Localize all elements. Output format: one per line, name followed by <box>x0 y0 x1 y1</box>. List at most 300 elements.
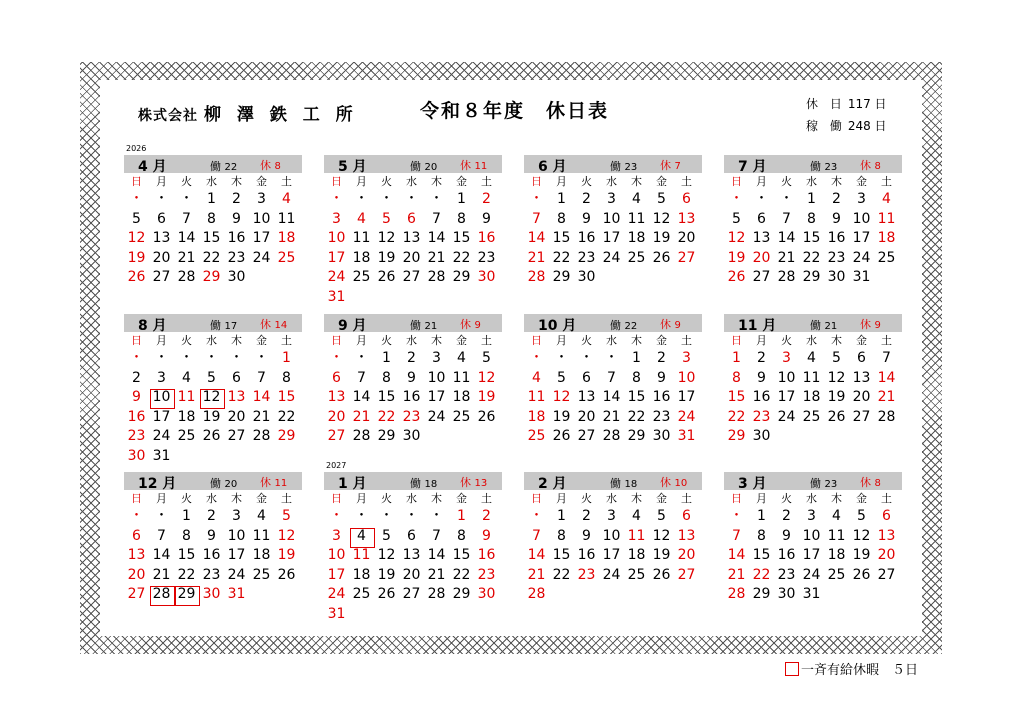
day-cell: 29 <box>627 428 646 444</box>
workdays-value: 248 日 <box>847 119 887 133</box>
day-cell: 24 <box>327 269 346 285</box>
day-cell: ・ <box>529 508 544 524</box>
week-row <box>124 566 302 586</box>
day-cell: 6 <box>757 210 766 227</box>
week-row <box>524 388 702 408</box>
day-cell: 15 <box>802 230 821 246</box>
day-cell: 6 <box>332 369 341 386</box>
paid-leave-day: 10 <box>149 388 174 408</box>
day-cell: 11 <box>527 389 546 405</box>
day-cell: 13 <box>227 389 246 405</box>
day-cell: 27 <box>402 586 421 602</box>
day-cell: 18 <box>452 389 471 405</box>
day-cell: 7 <box>257 369 266 386</box>
day-cell: 20 <box>577 408 596 425</box>
off-label: 休 <box>860 318 871 331</box>
day-cell: 18 <box>352 249 371 266</box>
off-days <box>860 474 881 490</box>
off-label: 休 <box>260 159 271 172</box>
day-cell: 7 <box>782 210 791 227</box>
weekday-label: 土 <box>281 175 292 188</box>
day-cell: 12 <box>127 230 146 246</box>
day-cell: 21 <box>527 566 546 583</box>
month-grid <box>524 173 702 288</box>
day-cell: 26 <box>652 249 671 266</box>
day-cell: 1 <box>207 191 216 207</box>
work-label: 働 <box>610 477 621 490</box>
work-days <box>810 158 837 174</box>
week-row <box>524 190 702 210</box>
day-cell: 20 <box>752 249 771 266</box>
paid-leave-day: 4 <box>349 527 374 547</box>
day-cell: 29 <box>802 269 821 285</box>
day-cell: 19 <box>202 408 221 425</box>
month-name: 1 月 <box>338 476 367 492</box>
day-cell: 16 <box>477 230 496 246</box>
weekday-label: 日 <box>531 334 542 347</box>
day-cell: ・ <box>729 508 744 524</box>
weekday-row <box>524 490 702 507</box>
day-cell: 18 <box>277 230 296 246</box>
day-cell: 24 <box>602 566 621 583</box>
day-cell: 4 <box>457 350 466 366</box>
day-cell: 30 <box>227 269 246 285</box>
day-cell: 6 <box>857 350 866 366</box>
day-cell: 2 <box>832 191 841 207</box>
off-label: 休 <box>860 159 871 172</box>
day-cell: 26 <box>202 428 221 444</box>
day-cell: 24 <box>152 428 171 444</box>
week-row <box>524 546 702 566</box>
day-cell: 6 <box>407 527 416 544</box>
work-days <box>810 475 837 491</box>
weekday-label: 日 <box>731 492 742 505</box>
day-cell: 13 <box>752 230 771 246</box>
week-row <box>724 507 902 527</box>
weekday-row <box>724 490 902 507</box>
day-cell: 3 <box>857 191 866 207</box>
day-cell: 29 <box>552 269 571 285</box>
week-row <box>524 369 702 389</box>
day-cell: 20 <box>677 230 696 246</box>
day-cell: 2 <box>582 508 591 524</box>
weekday-label: 水 <box>206 334 217 347</box>
weekday-label: 日 <box>131 334 142 347</box>
weekday-label: 土 <box>881 334 892 347</box>
day-cell: ・ <box>254 350 269 366</box>
month-grid <box>124 173 302 288</box>
day-cell: 19 <box>652 547 671 563</box>
month-header <box>324 314 502 332</box>
weekday-label: 月 <box>556 334 567 347</box>
day-cell: 21 <box>427 249 446 266</box>
day-cell: 22 <box>552 249 571 266</box>
weekday-label: 水 <box>606 492 617 505</box>
weekday-label: 金 <box>456 334 467 347</box>
off-label: 休 <box>460 159 471 172</box>
day-cell: 7 <box>182 210 191 227</box>
off-count: 9 <box>874 320 881 331</box>
day-cell: 22 <box>752 566 771 583</box>
day-cell: 28 <box>727 586 746 602</box>
day-cell: 15 <box>377 389 396 405</box>
month-name: 6 月 <box>538 159 567 175</box>
weekday-label: 金 <box>856 492 867 505</box>
week-row <box>124 229 302 249</box>
day-cell: 31 <box>327 288 346 305</box>
day-cell: 9 <box>832 210 841 227</box>
day-cell: 22 <box>377 408 396 425</box>
weekday-label: 土 <box>881 492 892 505</box>
day-cell: 10 <box>327 547 346 563</box>
day-cell: 11 <box>802 369 821 386</box>
work-label: 働 <box>210 319 221 332</box>
work-label: 働 <box>810 319 821 332</box>
day-cell: 3 <box>807 508 816 524</box>
day-cell: 5 <box>557 369 566 386</box>
week-row <box>124 388 302 408</box>
off-count: 11 <box>274 478 288 489</box>
day-cell: 10 <box>427 369 446 386</box>
day-cell: 21 <box>727 566 746 583</box>
day-cell: 4 <box>182 369 191 386</box>
day-cell: 7 <box>432 210 441 227</box>
day-cell: 23 <box>477 249 496 266</box>
week-row <box>124 369 302 389</box>
day-cell: 5 <box>657 191 666 207</box>
weekday-label: 金 <box>256 334 267 347</box>
weekday-label: 土 <box>481 334 492 347</box>
week-row <box>324 369 502 389</box>
day-cell: 9 <box>407 369 416 386</box>
holidays-value: 117 日 <box>847 97 887 111</box>
day-cell: 14 <box>427 230 446 246</box>
day-cell: 10 <box>327 230 346 246</box>
day-cell: 1 <box>557 508 566 524</box>
day-cell: 17 <box>252 230 271 246</box>
day-cell: 1 <box>182 508 191 524</box>
day-cell: 11 <box>352 547 371 563</box>
week-row <box>324 190 502 210</box>
day-cell: 8 <box>282 369 291 386</box>
day-cell: 16 <box>752 389 771 405</box>
day-cell: 12 <box>477 369 496 386</box>
weekday-label: 火 <box>181 492 192 505</box>
month-block <box>324 472 502 624</box>
week-row <box>724 210 902 230</box>
day-cell: ・ <box>154 191 169 207</box>
day-cell: ・ <box>329 191 344 207</box>
day-cell: 25 <box>252 566 271 583</box>
day-cell: 31 <box>152 447 171 464</box>
day-cell: 6 <box>157 210 166 227</box>
day-cell: 9 <box>782 527 791 544</box>
day-cell: ・ <box>129 350 144 366</box>
weekday-label: 火 <box>381 334 392 347</box>
day-cell: 11 <box>452 369 471 386</box>
weekday-label: 水 <box>206 175 217 188</box>
month-grid <box>324 332 502 447</box>
day-cell: 2 <box>482 508 491 524</box>
day-cell: 8 <box>207 210 216 227</box>
day-cell: 20 <box>402 566 421 583</box>
week-row <box>724 546 902 566</box>
day-cell: 18 <box>352 566 371 583</box>
day-cell: 3 <box>607 508 616 524</box>
day-cell: 21 <box>877 389 896 405</box>
day-cell: 22 <box>277 408 296 425</box>
day-cell: 18 <box>877 230 896 246</box>
day-cell: 28 <box>602 428 621 444</box>
paid-leave-day: 28 <box>149 585 174 605</box>
day-cell: 20 <box>327 408 346 425</box>
day-cell: ・ <box>429 508 444 524</box>
month-grid <box>324 173 502 307</box>
day-cell: 21 <box>252 408 271 425</box>
weekday-row <box>124 173 302 190</box>
day-cell: 2 <box>407 350 416 366</box>
day-cell: 23 <box>777 566 796 583</box>
day-cell: 3 <box>257 191 266 207</box>
day-cell: 10 <box>252 210 271 227</box>
day-cell: 1 <box>557 191 566 207</box>
day-cell: 28 <box>527 269 546 285</box>
day-cell: 30 <box>577 269 596 285</box>
weekday-label: 土 <box>681 334 692 347</box>
day-cell: 9 <box>582 527 591 544</box>
summary-box <box>806 93 887 137</box>
day-cell: 9 <box>482 527 491 544</box>
day-cell: 5 <box>382 210 391 227</box>
day-cell: 3 <box>232 508 241 524</box>
day-cell: 12 <box>552 389 571 405</box>
weekday-label: 日 <box>731 175 742 188</box>
day-cell: 25 <box>277 249 296 266</box>
weekday-label: 金 <box>456 175 467 188</box>
day-cell: ・ <box>379 191 394 207</box>
month-header <box>524 155 702 173</box>
work-label: 働 <box>810 160 821 173</box>
day-cell: 18 <box>627 547 646 563</box>
week-row <box>324 249 502 269</box>
work-label: 働 <box>410 477 421 490</box>
day-cell: 21 <box>602 408 621 425</box>
month-header <box>524 472 702 490</box>
day-cell: 12 <box>727 230 746 246</box>
day-cell: ・ <box>779 191 794 207</box>
week-row <box>124 349 302 369</box>
day-cell: 23 <box>202 566 221 583</box>
day-cell: 23 <box>577 566 596 583</box>
day-cell: 1 <box>732 350 741 366</box>
weekday-label: 日 <box>531 175 542 188</box>
day-cell: 25 <box>527 428 546 444</box>
day-cell: 25 <box>352 586 371 602</box>
work-days <box>410 475 437 491</box>
day-cell: 6 <box>682 191 691 207</box>
week-row <box>324 605 502 625</box>
day-cell: 31 <box>227 586 246 602</box>
day-cell: 26 <box>727 269 746 285</box>
weekday-label: 日 <box>331 492 342 505</box>
day-cell: ・ <box>354 191 369 207</box>
day-cell: 7 <box>732 527 741 544</box>
day-cell: 19 <box>852 547 871 563</box>
day-cell: 24 <box>802 566 821 583</box>
day-cell: 23 <box>227 249 246 266</box>
day-cell: 25 <box>877 249 896 266</box>
weekday-label: 水 <box>606 334 617 347</box>
day-cell: 16 <box>402 389 421 405</box>
week-row <box>324 427 502 447</box>
day-cell: 25 <box>802 408 821 425</box>
week-row <box>724 388 902 408</box>
day-cell: 13 <box>402 230 421 246</box>
day-cell: 15 <box>202 230 221 246</box>
day-cell: 17 <box>602 547 621 563</box>
day-cell: ・ <box>754 191 769 207</box>
work-days <box>610 475 637 491</box>
day-cell: 6 <box>882 508 891 524</box>
off-days <box>460 157 487 173</box>
day-cell: 14 <box>602 389 621 405</box>
day-cell: 27 <box>227 428 246 444</box>
weekday-label: 木 <box>831 334 842 347</box>
day-cell: 19 <box>727 249 746 266</box>
paid-leave-day: 12 <box>199 388 224 408</box>
day-cell: 12 <box>652 527 671 544</box>
week-row <box>724 268 902 288</box>
week-row <box>324 546 502 566</box>
day-cell: 10 <box>852 210 871 227</box>
weekday-label: 水 <box>206 492 217 505</box>
day-cell: 17 <box>227 547 246 563</box>
day-cell: 10 <box>602 527 621 544</box>
day-cell: 6 <box>582 369 591 386</box>
off-count: 13 <box>474 478 488 489</box>
day-cell: 19 <box>652 230 671 246</box>
day-cell: 29 <box>202 269 221 285</box>
week-row <box>124 546 302 566</box>
day-cell: 16 <box>652 389 671 405</box>
day-cell: 27 <box>852 408 871 425</box>
day-cell: 23 <box>127 428 146 444</box>
day-cell: 11 <box>277 210 296 227</box>
day-cell: 27 <box>402 269 421 285</box>
weekday-label: 水 <box>406 492 417 505</box>
day-cell: 13 <box>327 389 346 405</box>
weekday-label: 木 <box>431 334 442 347</box>
day-cell: 13 <box>577 389 596 405</box>
weekday-label: 木 <box>831 175 842 188</box>
work-count: 18 <box>624 479 638 490</box>
month-name: 11 月 <box>738 318 777 334</box>
month-block <box>324 155 502 307</box>
weekday-label: 金 <box>856 175 867 188</box>
weekday-label: 火 <box>581 334 592 347</box>
week-row <box>324 585 502 605</box>
weekday-label: 土 <box>881 175 892 188</box>
day-cell: 1 <box>282 350 291 366</box>
day-cell: 2 <box>132 369 141 386</box>
day-cell: 4 <box>282 191 291 207</box>
week-row <box>524 527 702 547</box>
day-cell: 3 <box>682 350 691 366</box>
day-cell: 24 <box>602 249 621 266</box>
work-label: 働 <box>810 477 821 490</box>
weekday-label: 火 <box>181 334 192 347</box>
weekday-label: 金 <box>256 492 267 505</box>
day-cell: 28 <box>777 269 796 285</box>
day-cell: 2 <box>782 508 791 524</box>
day-cell: 10 <box>677 369 696 386</box>
month-block <box>524 155 702 288</box>
day-cell: 6 <box>407 210 416 227</box>
company-main-name: 柳 澤 鉄 工 所 <box>204 105 358 125</box>
day-cell: 3 <box>157 369 166 386</box>
day-cell: 8 <box>382 369 391 386</box>
day-cell: 14 <box>877 369 896 386</box>
day-cell: 22 <box>452 249 471 266</box>
day-cell: 12 <box>652 210 671 227</box>
week-row <box>724 408 902 428</box>
work-days <box>410 317 437 333</box>
day-cell: ・ <box>429 191 444 207</box>
weekday-label: 火 <box>581 175 592 188</box>
holidays-total <box>806 93 887 115</box>
work-days <box>610 317 637 333</box>
day-cell: 13 <box>127 547 146 563</box>
day-cell: 7 <box>532 210 541 227</box>
month-header <box>724 472 902 490</box>
day-cell: ・ <box>154 508 169 524</box>
day-cell: 7 <box>432 527 441 544</box>
month-header <box>724 155 902 173</box>
day-cell: 29 <box>452 586 471 602</box>
off-label: 休 <box>460 476 471 489</box>
weekday-label: 木 <box>231 175 242 188</box>
day-cell: 19 <box>477 389 496 405</box>
day-cell: 13 <box>877 527 896 544</box>
work-count: 21 <box>824 321 838 332</box>
day-cell: ・ <box>379 508 394 524</box>
month-header <box>324 155 502 173</box>
weekday-label: 日 <box>131 492 142 505</box>
weekday-label: 土 <box>481 175 492 188</box>
day-cell: 3 <box>332 210 341 227</box>
day-cell: 18 <box>177 408 196 425</box>
day-cell: 20 <box>852 389 871 405</box>
week-row <box>324 229 502 249</box>
month-grid <box>724 490 902 605</box>
month-name: 2 月 <box>538 476 567 492</box>
work-days <box>610 158 637 174</box>
day-cell: ・ <box>554 350 569 366</box>
day-cell: 10 <box>227 527 246 544</box>
day-cell: 11 <box>627 210 646 227</box>
day-cell: 3 <box>782 350 791 366</box>
off-count: 14 <box>274 320 288 331</box>
day-cell: 19 <box>377 249 396 266</box>
week-row <box>324 288 502 308</box>
day-cell: 30 <box>402 428 421 444</box>
weekday-row <box>124 490 302 507</box>
day-cell: 29 <box>752 586 771 602</box>
day-cell: 15 <box>552 230 571 246</box>
day-cell: 16 <box>202 547 221 563</box>
day-cell: 22 <box>452 566 471 583</box>
day-cell: 9 <box>657 369 666 386</box>
